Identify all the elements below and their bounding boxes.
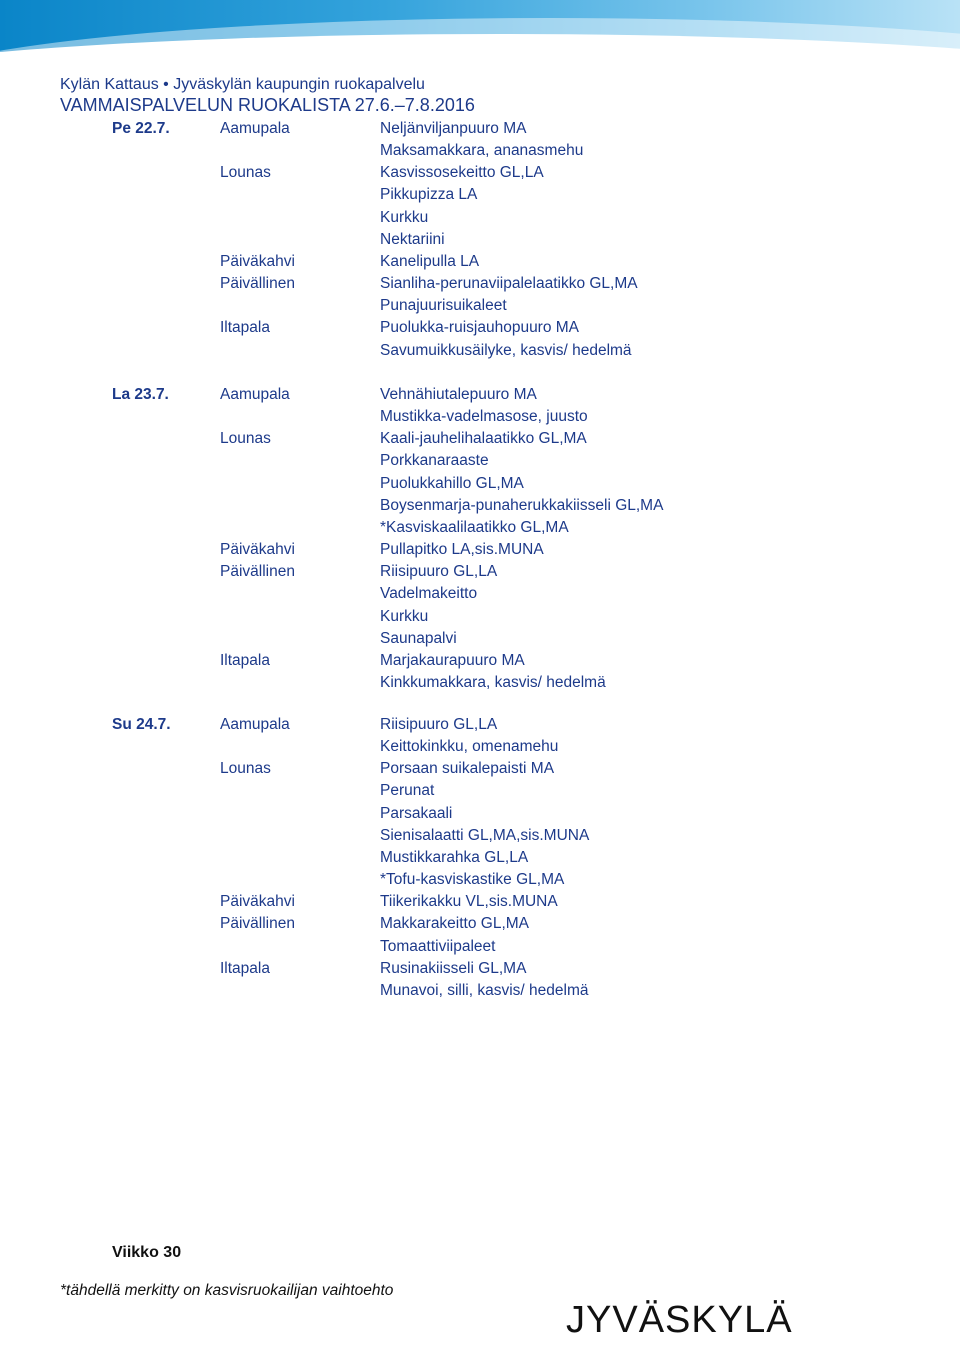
meal-label: Lounas xyxy=(220,164,271,182)
header-subtitle: Kylän Kattaus • Jyväskylän kaupungin ruokapalvelu xyxy=(60,76,425,93)
food-item: Kinkkumakkara, kasvis/ hedelmä xyxy=(380,673,606,691)
meal-label: Päiväkahvi xyxy=(220,541,295,559)
food-item: Mustikkarahka GL,LA xyxy=(380,848,529,866)
meal-label: Päivällinen xyxy=(220,563,295,581)
meal-label: Aamupala xyxy=(220,120,290,137)
food-item: Munavoi, silli, kasvis/ hedelmä xyxy=(380,981,589,999)
menu-row xyxy=(0,229,960,251)
menu-row xyxy=(0,936,960,958)
food-item: Parsakaali xyxy=(380,804,453,822)
menu-row xyxy=(0,251,960,273)
food-item: Boysenmarja-punaherukkakiisseli GL,MA xyxy=(380,496,664,514)
menu-row xyxy=(0,606,960,628)
meal-label: Lounas xyxy=(220,430,271,448)
menu-row xyxy=(0,428,960,450)
food-item: Rusinakiisseli GL,MA xyxy=(380,959,527,977)
menu-row xyxy=(0,561,960,583)
food-item: Tomaattiviipaleet xyxy=(380,937,496,955)
food-item: Perunat xyxy=(380,782,435,800)
menu-row xyxy=(0,140,960,162)
meal-label: Aamupala xyxy=(220,386,290,403)
food-item: Tiikerikakku VL,sis.MUNA xyxy=(380,893,558,911)
food-item: Kasvissosekeitto GL,LA xyxy=(380,164,544,182)
food-item: Mustikka-vadelmasose, juusto xyxy=(380,408,588,426)
menu-row xyxy=(0,473,960,495)
food-item: Makkarakeitto GL,MA xyxy=(380,915,530,933)
food-item: Maksamakkara, ananasmehu xyxy=(380,142,584,160)
day-label: La 23.7. xyxy=(112,386,169,403)
menu-row xyxy=(0,847,960,869)
menu-row xyxy=(0,869,960,891)
menu-row xyxy=(0,406,960,428)
food-item: Riisipuuro GL,LA xyxy=(380,563,498,581)
menu-row xyxy=(0,758,960,780)
menu-row xyxy=(0,780,960,802)
meal-label: Päivällinen xyxy=(220,275,295,293)
menu-row xyxy=(0,672,960,694)
menu-row xyxy=(0,273,960,295)
menu-row xyxy=(0,184,960,206)
food-item: Puolukkahillo GL,MA xyxy=(380,474,524,492)
food-item: Punajuurisuikaleet xyxy=(380,297,507,315)
food-item: Sianliha-perunaviipalelaatikko GL,MA xyxy=(380,275,638,293)
menu-row xyxy=(0,340,960,362)
page-title: VAMMAISPALVELUN RUOKALISTA 27.6.–7.8.2016 xyxy=(60,95,475,115)
food-item: *Tofu-kasviskastike GL,MA xyxy=(380,871,565,889)
food-item: Porsaan suikalepaisti MA xyxy=(380,760,555,778)
menu-row xyxy=(0,517,960,539)
menu-row xyxy=(0,384,960,406)
meal-label: Päiväkahvi xyxy=(220,252,295,270)
menu-row xyxy=(0,539,960,561)
jyvaskyla-logo xyxy=(566,1296,796,1338)
footnote: *tähdellä merkitty on kasvisruokailijan vaihtoehto xyxy=(60,1282,394,1299)
header-banner xyxy=(0,0,960,64)
day-label: Pe 22.7. xyxy=(112,120,170,137)
menu-row xyxy=(0,913,960,935)
food-item: Porkkanaraaste xyxy=(380,452,489,470)
meal-label: Päivällinen xyxy=(220,915,295,933)
week-label: Viikko 30 xyxy=(112,1244,182,1261)
food-item: Riisipuuro GL,LA xyxy=(380,716,498,733)
food-item: Nektariini xyxy=(380,230,445,248)
food-item: Kurkku xyxy=(380,607,429,625)
food-item: Marjakaurapuuro MA xyxy=(380,651,525,669)
meal-label: Päiväkahvi xyxy=(220,893,295,911)
food-item: Kaali-jauhelihalaatikko GL,MA xyxy=(380,430,587,448)
food-item: Keittokinkku, omenamehu xyxy=(380,738,559,756)
menu-row xyxy=(0,803,960,825)
food-item: Savumuikkusäilyke, kasvis/ hedelmä xyxy=(380,341,632,359)
menu-row xyxy=(0,980,960,1002)
meal-label: Iltapala xyxy=(220,959,270,977)
food-item: Neljänviljanpuuro MA xyxy=(380,120,527,137)
food-item: Kanelipulla LA xyxy=(380,252,480,270)
menu-row xyxy=(0,650,960,672)
food-item: Puolukka-ruisjauhopuuro MA xyxy=(380,319,580,337)
menu-row xyxy=(0,583,960,605)
menu-row xyxy=(0,207,960,229)
menu-row xyxy=(0,714,960,736)
food-item: Vehnähiutalepuuro MA xyxy=(380,386,537,403)
meal-label: Aamupala xyxy=(220,716,290,733)
menu-row xyxy=(0,891,960,913)
menu-row xyxy=(0,162,960,184)
food-item: *Kasviskaalilaatikko GL,MA xyxy=(380,518,569,536)
meal-label: Lounas xyxy=(220,760,271,778)
menu-row xyxy=(0,317,960,339)
food-item: Sienisalaatti GL,MA,sis.MUNA xyxy=(380,826,590,844)
menu-row xyxy=(0,495,960,517)
food-item: Vadelmakeitto xyxy=(380,585,478,603)
food-item: Pullapitko LA,sis.MUNA xyxy=(380,541,544,559)
meal-label: Iltapala xyxy=(220,651,270,669)
logo-text: JYVÄSKYLÄ xyxy=(566,1299,793,1338)
menu-row xyxy=(0,450,960,472)
menu-row xyxy=(0,825,960,847)
menu-row xyxy=(0,295,960,317)
food-item: Kurkku xyxy=(380,208,429,226)
menu-row xyxy=(0,628,960,650)
food-item: Saunapalvi xyxy=(380,629,457,647)
menu-row xyxy=(0,958,960,980)
food-item: Pikkupizza LA xyxy=(380,186,478,204)
meal-label: Iltapala xyxy=(220,319,270,337)
day-label: Su 24.7. xyxy=(112,716,171,733)
menu-row xyxy=(0,118,960,140)
menu-row xyxy=(0,736,960,758)
